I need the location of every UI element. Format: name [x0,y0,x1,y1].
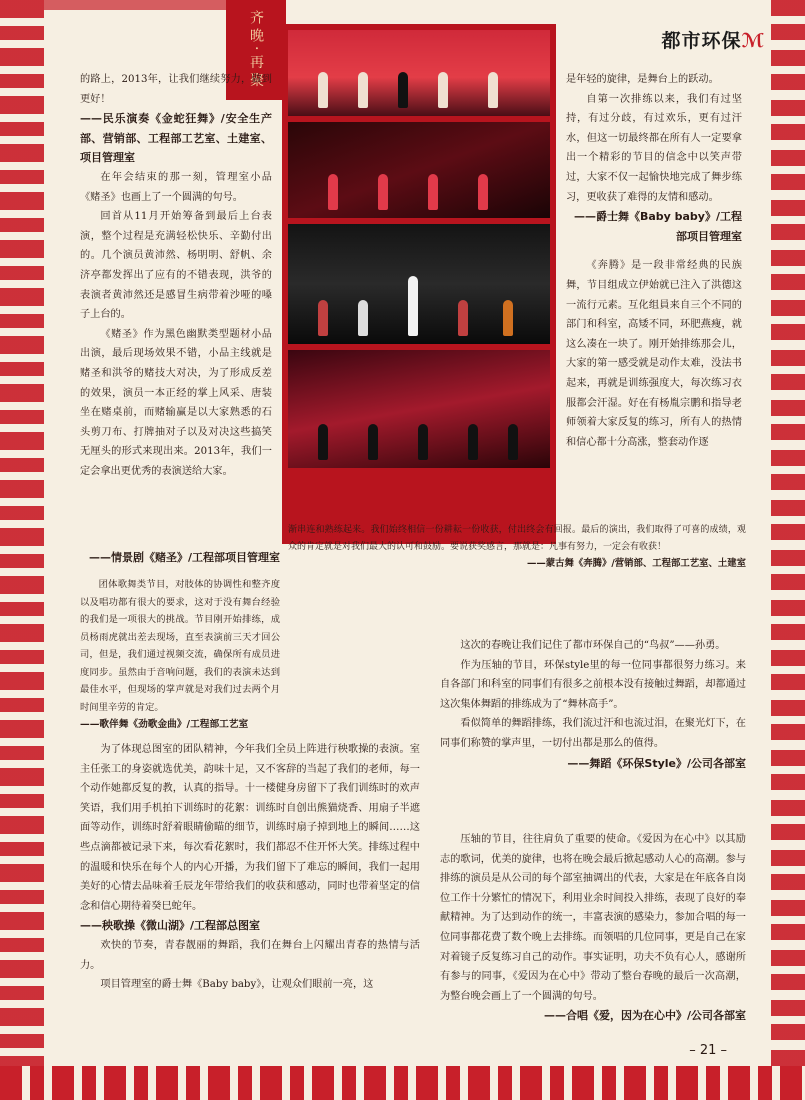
paragraph: 渐串连和熟练起来。我们始终相信一份耕耘一份收获，付出终会有回报。最后的演出，我们取得了可喜的成绩，观众的肯定就是对我们最大的认可和鼓励。要说获奖感言，那就是：凡事有努力，一定会有收获！ [288,525,746,552]
decorative-border-bottom [0,1066,805,1100]
performer-figure [488,72,498,108]
performer-figure [428,174,438,210]
photo-fan-dance [288,122,550,218]
section-signature: ——歌伴舞《劲歌金曲》/工程部工艺室 [80,719,249,730]
performer-figure [478,174,488,210]
paragraph: 作为压轴的节目，环保style里的每一位同事都很努力练习。来自各部门和科室的同事们有很多之前根本没有接触过舞蹈，却都通过这次集体舞蹈的排练成为了“舞林高手”。 [440,659,746,710]
photo-column [282,24,556,544]
logo-text: 都市环保 [661,30,742,52]
paragraph: 自第一次排练以来，我们有过坚持，有过分歧，有过欢乐，更有过汗水，但这一切最终都在所有人一定要拿出一个精彩的节目的信念中以笑声带过，大家不仅一起愉快地完成了舞步练习，更收获了难得的友情和感动。 [566,93,742,203]
performer-figure [328,174,338,210]
vertical-title: 齐晚·再聚 [226,0,286,100]
performer-figure [318,72,328,108]
right-column [566,70,742,452]
paragraph: 是年轻的旋律，是舞台上的跃动。 [566,74,719,85]
signature-gambling [80,548,280,568]
paragraph: 欢快的节奏，青春靓丽的舞蹈，我们在舞台上闪耀出青春的热情与活力。 [80,939,420,971]
performer-figure [368,424,378,460]
paragraph: 回首从11月开始筹备到最后上台表演，整个过程是充满轻松快乐、辛勤付出的。几个演员黄沛然、杨明明、舒帆、余济亭都发挥出了应有的不错表现，洪爷的表演者黄沛然还是感冒生病带着沙哑的嗓子上台的。 [80,211,272,321]
performer-figure [408,276,418,336]
photo-style-dance [288,224,550,344]
paragraph: 这次的春晚让我们记住了都市环保自己的“鸟叔”——孙勇。 [460,640,726,651]
performer-figure [508,424,518,460]
performer-figure [318,424,328,460]
paragraph: 压轴的节目，往往肩负了重要的使命。《爱因为在心中》以其励志的歌词，优美的旋律，也将在晚会最后掀起感动人心的高潮。参与排练的演员是从公司的每个部室抽调出的代表，大家是在年底各自岗位工作十分繁忙的情况下，利用业余时间投入排练，表现了良好的奉献精神。为了达到动作的统一，丰富表演的感染力，参加合唱的每一位同事都花费了数个晚上去排练。而领唱的几位同事，更是自己在家对着镜子反复练习自己的动作。事实证明，功夫不负有心人，感谢所有参与的同事，《爱因为在心中》带动了整台春晚的最后一次高潮，为整台晚会画上了一个圆满的句号。 [440,834,746,1002]
section-signature: ——秧歌操《微山湖》/工程部总图室 [80,919,261,933]
paragraph: 团体歌舞类节目，对肢体的协调性和整齐度以及唱功都有很大的要求，这对于没有舞台经验的我们是一项很大的挑战。节目刚开始排练，成员杨雨虎就出差去现场，直至表演前三天才回公司，但是，我们通过视频交流，确保所有成员进度同步。虽然由于音响问题，我们的表演未达到最佳水平，但现场的掌声就是对我们过去两个月时间里辛劳的肯定。 [80,579,280,713]
page-number: – 21 – [689,1043,727,1058]
photo-folk-music [288,30,550,116]
middle-left-block [80,576,280,734]
paragraph: 在年会结束的那一刻，管理室小品《赌圣》也画上了一个圆满的句号。 [80,171,272,203]
performer-figure [503,300,513,336]
lower-left-block [80,740,420,995]
paragraph: 的路上，2013年，让我们继续努力，做到更好！ [80,74,272,105]
performer-figure [468,424,478,460]
paragraph: 《赌圣》作为黑色幽默类型题材小品出演，最后现场效果不错，小品主线就是赌圣和洪爷的赌技大对决，为了形成反差的效果，演员一本正经的掌上风采、唐装坐在赌桌前，而赌输赢是以大家熟悉的石头剪刀布、打牌抽对子以及对决这些搞笑无厘头的形式来现出来。2013年，我们一定会拿出更优秀的表演送给大家。 [80,328,272,477]
paragraph: 《奔腾》是一段非常经典的民族舞，节目组成立伊始就已注入了洪德这一流行元素。互化组員来自三个不同的部门和科室，高矮不同，环肥燕瘦，就这么凑在一块了。刚开始排练那会儿，大家的第一感受就是动作太难，没法书起来，再就是训练强度大，每次练习衣服都会汗湿。好在有杨胤宗鹏和指导老师领着大家反复的练习，所有人的热情和信心都十分高涨，整套动作逐 [566,260,742,448]
section-signature: ——民乐演奏《金蛇狂舞》/安全生产部、营销部、工程部工艺室、土建室、项目管理室 [80,112,272,165]
paragraph: 看似简单的舞蹈排练，我们流过汗和也流过泪，在聚光灯下，在同事们称赞的掌声里，一切付出都是那么的值得。 [440,718,746,749]
performer-figure [438,72,448,108]
left-column [80,70,272,481]
performer-figure [318,300,328,336]
photo-yangge-dance [288,350,550,468]
performer-figure [378,174,388,210]
magazine-logo [661,26,765,53]
section-signature: ——舞蹈《环保Style》/公司各部室 [567,756,746,770]
performer-figure [418,424,428,460]
performer-figure [398,72,408,108]
middle-right-block [440,636,746,773]
section-signature: ——爵士舞《Baby baby》/工程部项目管理室 [573,210,742,243]
body-continuation [288,522,746,572]
decorative-border-right [771,0,805,1100]
performer-figure [458,300,468,336]
section-signature: ——情景剧《赌圣》/工程部项目管理室 [88,551,280,564]
logo-mark: ℳ [741,30,765,52]
performer-figure [358,72,368,108]
paragraph: 项目管理室的爵士舞《Baby baby》，让观众们眼前一亮，这 [100,979,374,991]
performer-figure [358,300,368,336]
paragraph: 为了体现总图室的团队精神，今年我们全员上阵进行秧歌操的表演。室主任张工的身姿就选优美，韵味十足，又不客辞的当起了我们的老师，每一个动作她都反复的教，认真的指导。十一楼健身房留下了我们训练时的欢声笑语，我们用手机拍下训练时的花絮：训练时自创出熊猫烧香、用扇子半遮面等动作，训练时舒着眼睛偷瞄的细节，训练时扇子掉到地上的瞬间……这些点滴都被记录下来，每次看花絮时，我们都忍不住开怀大笑。排练过程中的温暖和快乐在每个人的内心开播，为我们留下了难忘的瞬间，我们一起用美好的心情去品味着壬辰龙年带给我们的收获和感动，同时也带着坚定的信念和信心期待着癸巳蛇年。 [80,744,420,912]
decorative-border-left [0,0,44,1100]
section-signature: ——蒙古舞《奔腾》/营销部、工程部工艺室、土建室 [526,557,746,569]
lower-right-block [440,830,746,1026]
section-signature: ——合唱《爱，因为在心中》/公司各部室 [543,1009,746,1023]
